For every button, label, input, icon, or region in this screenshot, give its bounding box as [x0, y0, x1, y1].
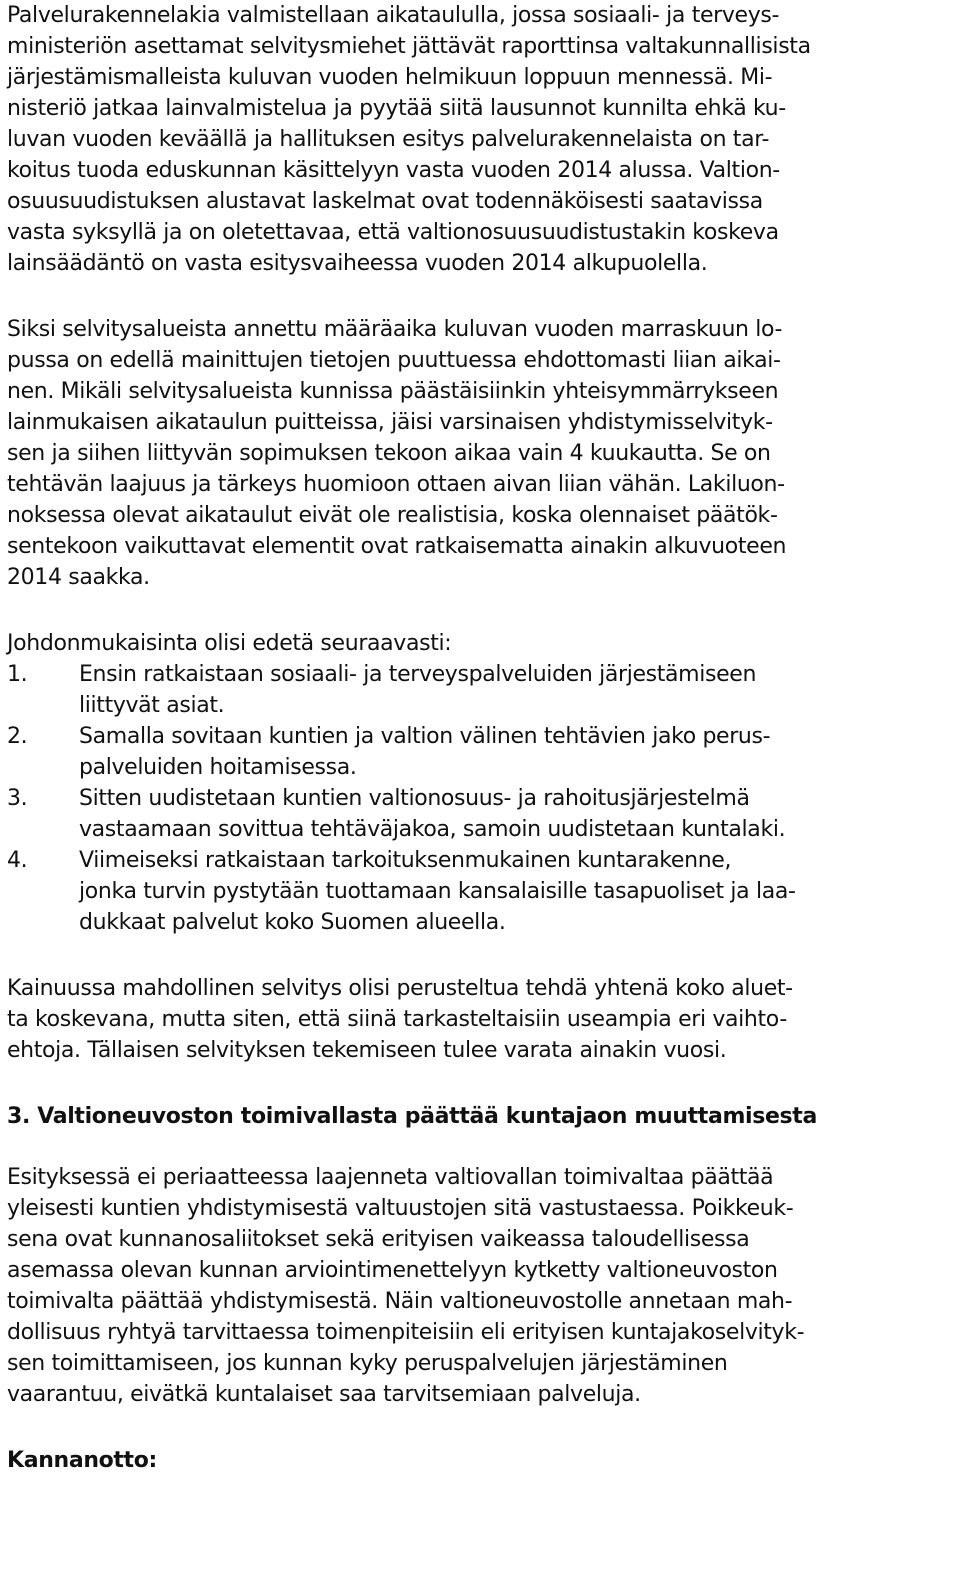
text-line: Esityksessä ei periaatteessa laajenneta valtiovallan toimivaltaa päättää	[7, 1165, 774, 1190]
text-line: tehtävän laajuus ja tärkeys huomioon ottaen aivan liian vähän. Lakiluon-	[7, 472, 785, 497]
text-line: nen. Mikäli selvitysalueista kunnissa päästäisiinkin yhteisymmärrykseen	[7, 379, 779, 404]
text-line: sentekoon vaikuttavat elementit ovat ratkaisematta ainakin alkuvuoteen	[7, 534, 787, 559]
text-line: ta koskevana, mutta siten, että siinä tarkasteltaisiin useampia eri vaihto-	[7, 1007, 787, 1032]
text-line: Kainuussa mahdollinen selvitys olisi perusteltua tehdä yhtenä koko aluet-	[7, 976, 793, 1001]
text-line: Palvelurakennelakia valmistellaan aikataululla, jossa sosiaali- ja terveys-	[7, 3, 780, 28]
text-line: vaarantuu, eivätkä kuntalaiset saa tarvitsemiaan palveluja.	[7, 1382, 641, 1407]
paragraph-government-authority	[7, 1162, 947, 1410]
text-line: koitus tuoda eduskunnan käsittelyyn vasta vuoden 2014 alussa. Valtion-	[7, 158, 780, 183]
text-line: ehtoja. Tällaisen selvityksen tekemiseen tulee varata ainakin vuosi.	[7, 1038, 727, 1063]
list-item	[7, 721, 947, 783]
list-text-line: Viimeiseksi ratkaistaan tarkoituksenmukainen kuntarakenne,	[79, 848, 732, 873]
text-line: Siksi selvitysalueista annettu määräaika kuluvan vuoden marraskuun lo-	[7, 317, 783, 342]
text-line: toimivalta päättää yhdistymisestä. Näin valtioneuvostolle annetaan mah-	[7, 1289, 793, 1314]
list-item	[7, 659, 947, 721]
section-heading-text: 3. Valtioneuvoston toimivallasta päättää kuntajaon muuttamisesta	[7, 1104, 817, 1129]
ordered-list-section	[7, 628, 947, 938]
list-number: 4.	[7, 848, 28, 873]
list-item	[7, 845, 947, 938]
list-number: 1.	[7, 662, 28, 687]
text-line: 2014 saakka.	[7, 565, 150, 590]
text-line: järjestämismalleista kuluvan vuoden helmikuun loppuun mennessä. Mi-	[7, 65, 773, 90]
list-number: 2.	[7, 724, 28, 749]
list-number: 3.	[7, 786, 28, 811]
paragraph-kainuu	[7, 973, 947, 1066]
list-text-line: vastaamaan sovittua tehtäväjakoa, samoin uudistetaan kuntalaki.	[79, 817, 786, 842]
list-text-line: jonka turvin pystytään tuottamaan kansalaisille tasapuoliset ja laa-	[79, 879, 796, 904]
text-line: dollisuus ryhtyä tarvittaessa toimenpiteisiin eli erityisen kuntajakoselvityk-	[7, 1320, 805, 1345]
kannanotto-heading	[7, 1445, 947, 1476]
text-line: vasta syksyllä ja on oletettavaa, että valtionosuusuudistustakin koskeva	[7, 220, 779, 245]
list-text-line: dukkaat palvelut koko Suomen alueella.	[79, 910, 506, 935]
list-item	[7, 783, 947, 845]
list-text-line: Ensin ratkaistaan sosiaali- ja terveyspalveluiden järjestämiseen	[79, 662, 757, 687]
paragraph-deadline	[7, 314, 947, 593]
list-text-line: Sitten uudistetaan kuntien valtionosuus- ja rahoitusjärjestelmä	[79, 786, 750, 811]
text-line: asemassa olevan kunnan arviointimenettelyyn kytketty valtioneuvoston	[7, 1258, 778, 1283]
list-text-line: liittyvät asiat.	[79, 693, 225, 718]
text-line: pussa on edellä mainittujen tietojen puuttuessa ehdottomasti liian aikai-	[7, 348, 781, 373]
text-line: sen toimittamiseen, jos kunnan kyky peruspalvelujen järjestäminen	[7, 1351, 728, 1376]
text-line: sena ovat kunnanosaliitokset sekä erityisen vaikeassa taloudellisessa	[7, 1227, 750, 1252]
text-line: nisteriö jatkaa lainvalmistelua ja pyytää siitä lausunnot kunnilta ehkä ku-	[7, 96, 786, 121]
text-line: sen ja siihen liittyvän sopimuksen tekoon aikaa vain 4 kuukautta. Se on	[7, 441, 771, 466]
text-line: luvan vuoden keväällä ja hallituksen esitys palvelurakennelaista on tar-	[7, 127, 770, 152]
paragraph-schedule	[7, 0, 947, 279]
section-heading	[7, 1101, 947, 1132]
kannanotto-heading-text: Kannanotto:	[7, 1448, 157, 1473]
text-line: lainmukaisen aikataulun puitteissa, jäisi varsinaisen yhdistymisselvityk-	[7, 410, 773, 435]
text-line: ministeriön asettamat selvitysmiehet jättävät raporttinsa valtakunnallisista	[7, 34, 811, 59]
list-intro: Johdonmukaisinta olisi edetä seuraavasti:	[7, 631, 452, 656]
text-line: yleisesti kuntien yhdistymisestä valtuustojen sitä vastustaessa. Poikkeuk-	[7, 1196, 794, 1221]
text-line: osuusuudistuksen alustavat laskelmat ovat todennäköisesti saatavissa	[7, 189, 763, 214]
list-text-line: Samalla sovitaan kuntien ja valtion välinen tehtävien jako perus-	[79, 724, 771, 749]
text-line: lainsäädäntö on vasta esitysvaiheessa vuoden 2014 alkupuolella.	[7, 251, 708, 276]
text-line: noksessa olevat aikataulut eivät ole realistisia, koska olennaiset päätök-	[7, 503, 778, 528]
list-text-line: palveluiden hoitamisessa.	[79, 755, 357, 780]
